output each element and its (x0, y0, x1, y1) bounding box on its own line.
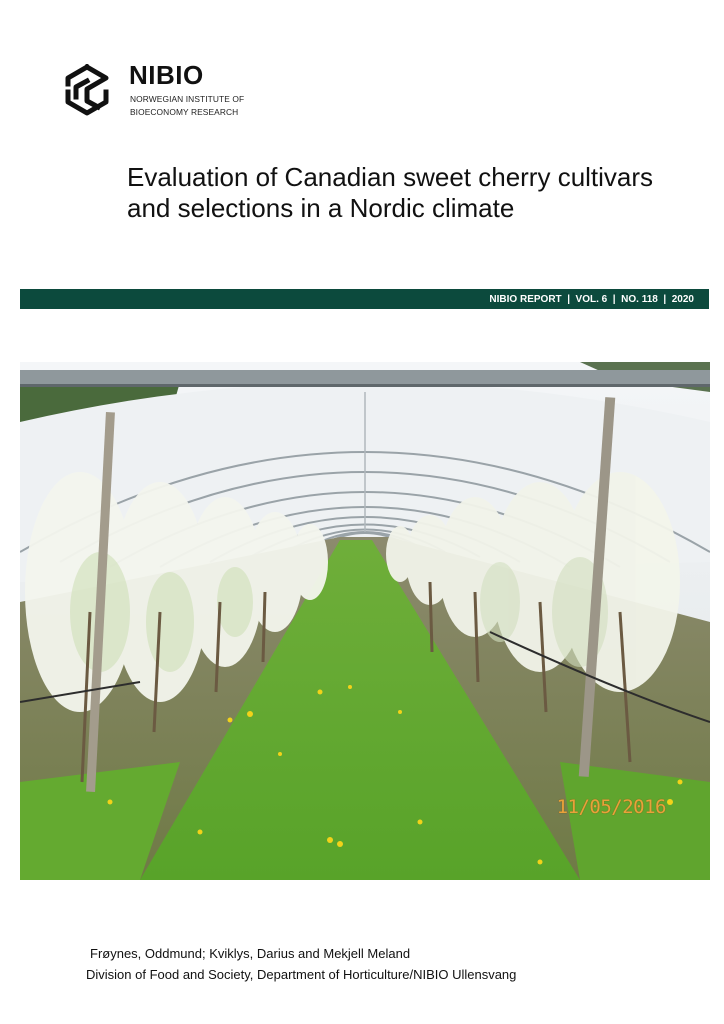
photo-date-stamp: 11/05/2016 (556, 796, 666, 818)
report-title-line1: Evaluation of Canadian sweet cherry cultivars (127, 162, 654, 192)
cover-photo (20, 362, 710, 880)
report-series-banner: NIBIO REPORT | VOL. 6 | NO. 118 | 2020 (20, 289, 709, 309)
logo-wordmark: NIBIO (129, 60, 204, 90)
logo-subtitle-line1: NORWEGIAN INSTITUTE OF (130, 94, 245, 104)
report-title-line2: and selections in a Nordic climate (127, 193, 515, 223)
authors: Frøynes, Oddmund; Kviklys, Darius and Mekjell Meland (90, 946, 411, 961)
report-title (127, 162, 697, 224)
affiliation: Division of Food and Society, Department of Horticulture/NIBIO Ullensvang (86, 967, 517, 982)
logo-subtitle (130, 93, 260, 119)
logo-subtitle-line2: BIOECONOMY RESEARCH (130, 107, 239, 117)
nibio-logo-icon (62, 64, 112, 116)
